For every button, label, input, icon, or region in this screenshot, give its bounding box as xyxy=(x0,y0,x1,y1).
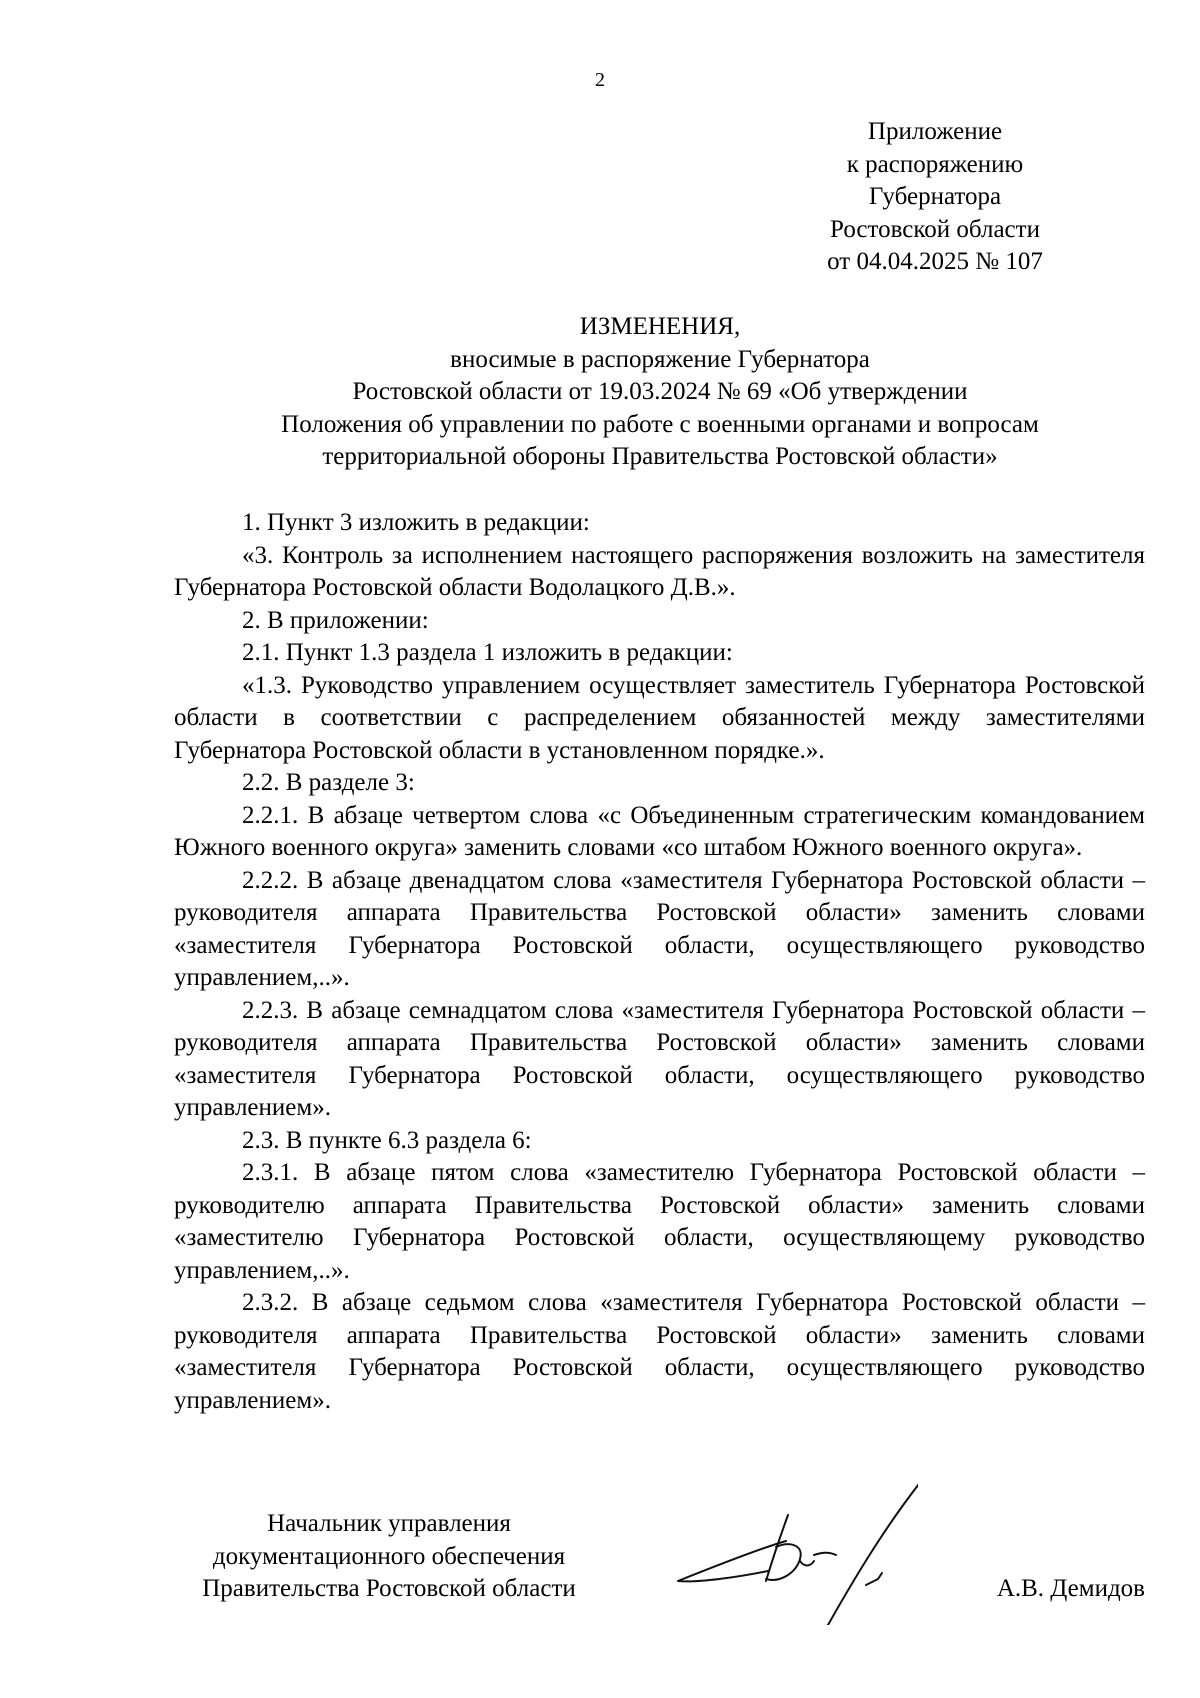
paragraph: 2. В приложении: xyxy=(242,606,429,634)
paragraph: 2.1. Пункт 1.3 раздела 1 изложить в редакции: xyxy=(242,639,733,666)
paragraph: 2.3.2. В абзаце седьмом слова «заместителя Губернатора Ростовской области – руководителя аппарата Правительства Ростовской области» заменить словами «заместителя Губернатора Ростовской области, осуществляющего руководство управлением». xyxy=(174,1289,1145,1414)
appendix-line: к распоряжению xyxy=(846,150,1024,178)
appendix-line: Ростовской области xyxy=(830,215,1040,243)
document-body xyxy=(174,507,1145,1417)
appendix-line: от 04.04.2025 № 107 xyxy=(827,248,1043,275)
paragraph: 2.2.3. В абзаце семнадцатом слова «заместителя Губернатора Ростовской области – руководителя аппарата Правительства Ростовской области» заменить словами «заместителя Губернатора Ростовской области, осуществляющего руководство управлением». xyxy=(174,996,1145,1121)
handwritten-signature xyxy=(668,1475,918,1625)
document-title xyxy=(150,311,1170,474)
page-number: 2 xyxy=(595,69,605,91)
title-heading: ИЗМЕНЕНИЯ, xyxy=(579,313,741,340)
paragraph: 2.2. В разделе 3: xyxy=(242,769,415,796)
signatory-name: А.В. Демидов xyxy=(996,1575,1145,1602)
signatory-position xyxy=(174,1508,604,1606)
title-line: Ростовской области от 19.03.2024 № 69 «Об утверждении xyxy=(352,378,968,405)
title-line: Положения об управлении по работе с военными органами и вопросам xyxy=(281,410,1039,438)
paragraph: 2.2.2. В абзаце двенадцатом слова «заместителя Губернатора Ростовской области – руководителя аппарата Правительства Ростовской области» заменить словами «заместителя Губернатора Ростовской области, осуществляющего руководство управлением,..». xyxy=(174,866,1145,991)
title-line: вносимые в распоряжение Губернатора xyxy=(450,345,870,373)
paragraph: 2.3.1. В абзаце пятом слова «заместителю Губернатора Ростовской области – руководителю аппарата Правительства Ростовской области» заменить словами «заместителю Губернатора Ростовской области, осуществляющему руководство управлением,..». xyxy=(174,1159,1145,1284)
paragraph: «3. Контроль за исполнением настоящего распоряжения возложить на заместителя Губернатора Ростовской области Водолацкого Д.В.». xyxy=(174,541,1145,601)
signatory-position-line: Правительства Ростовской области xyxy=(202,1575,576,1602)
appendix-line: Приложение xyxy=(867,118,1003,145)
paragraph: 2.3. В пункте 6.3 раздела 6: xyxy=(242,1126,532,1154)
paragraph: 2.2.1. В абзаце четвертом слова «с Объединенным стратегическим командованием Южного военного округа» заменить словами «со штабом Южного военного округа». xyxy=(174,801,1145,861)
appendix-line: Губернатора xyxy=(868,183,1002,210)
paragraph: 1. Пункт 3 изложить в редакции: xyxy=(242,509,590,536)
signatory-position-line: Начальник управления xyxy=(267,1510,511,1537)
appendix-header xyxy=(780,116,1090,279)
signature-block xyxy=(174,1508,1145,1658)
signatory-position-line: документационного обеспечения xyxy=(212,1542,566,1570)
paragraph: «1.3. Руководство управлением осуществляет заместитель Губернатора Ростовской области в соответствии с распределением обязанностей между заместителями Губернатора Ростовской области в установленном порядке.». xyxy=(174,671,1145,764)
title-line: территориальной обороны Правительства Ростовской области» xyxy=(322,443,998,470)
